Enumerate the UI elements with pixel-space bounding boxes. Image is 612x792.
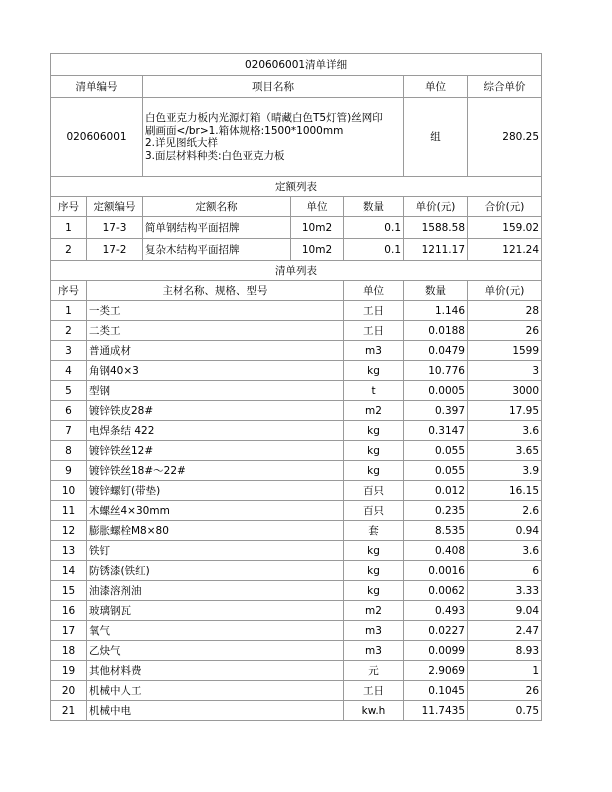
material-qty: 0.0227 [404, 621, 468, 641]
material-unit-price: 8.93 [468, 641, 542, 661]
material-seq: 16 [51, 601, 87, 621]
material-name: 油漆溶剂油 [87, 581, 344, 601]
materials-header-cell: 主材名称、规格、型号 [87, 281, 344, 301]
material-name: 镀锌螺钉(带垫) [87, 481, 344, 501]
material-qty: 0.0016 [404, 561, 468, 581]
quota-row [51, 217, 542, 239]
material-qty: 0.0099 [404, 641, 468, 661]
material-unit: kg [344, 361, 404, 381]
material-row [51, 461, 542, 481]
material-seq: 20 [51, 681, 87, 701]
material-row [51, 301, 542, 321]
materials-section-row [51, 261, 542, 281]
material-qty: 0.235 [404, 501, 468, 521]
quota-name: 复杂木结构平面招牌 [143, 239, 291, 261]
material-unit: m3 [344, 641, 404, 661]
material-unit: kw.h [344, 701, 404, 721]
quota-header-cell: 单价(元) [404, 197, 468, 217]
material-unit: 套 [344, 521, 404, 541]
material-unit: 百只 [344, 501, 404, 521]
material-qty: 0.3147 [404, 421, 468, 441]
material-name: 普通成材 [87, 341, 344, 361]
material-name: 木螺丝4×30mm [87, 501, 344, 521]
material-unit: kg [344, 581, 404, 601]
material-unit: m2 [344, 401, 404, 421]
material-seq: 1 [51, 301, 87, 321]
material-seq: 9 [51, 461, 87, 481]
material-name: 氧气 [87, 621, 344, 641]
material-unit: 工日 [344, 681, 404, 701]
material-name: 铁钉 [87, 541, 344, 561]
material-seq: 17 [51, 621, 87, 641]
material-unit-price: 0.94 [468, 521, 542, 541]
material-row [51, 441, 542, 461]
material-name: 角钢40×3 [87, 361, 344, 381]
quota-unit-price: 1211.17 [404, 239, 468, 261]
material-row [51, 361, 542, 381]
header-price: 综合单价 [468, 76, 542, 98]
quota-code: 17-2 [87, 239, 143, 261]
material-seq: 21 [51, 701, 87, 721]
material-seq: 14 [51, 561, 87, 581]
materials-section-title: 清单列表 [51, 261, 542, 281]
material-unit-price: 3 [468, 361, 542, 381]
header-row [51, 76, 542, 98]
material-qty: 1.146 [404, 301, 468, 321]
material-unit-price: 28 [468, 301, 542, 321]
material-row [51, 661, 542, 681]
header-name: 项目名称 [143, 76, 404, 98]
material-unit: m3 [344, 621, 404, 641]
quota-code: 17-3 [87, 217, 143, 239]
material-seq: 7 [51, 421, 87, 441]
material-row [51, 621, 542, 641]
material-unit-price: 9.04 [468, 601, 542, 621]
material-unit-price: 2.47 [468, 621, 542, 641]
material-unit: kg [344, 421, 404, 441]
material-name: 玻璃钢瓦 [87, 601, 344, 621]
material-qty: 0.0062 [404, 581, 468, 601]
material-row [51, 561, 542, 581]
material-row [51, 601, 542, 621]
materials-header-cell: 单价(元) [468, 281, 542, 301]
material-qty: 0.408 [404, 541, 468, 561]
material-unit-price: 3000 [468, 381, 542, 401]
material-unit-price: 3.6 [468, 421, 542, 441]
material-unit: 元 [344, 661, 404, 681]
material-seq: 12 [51, 521, 87, 541]
quota-total: 159.02 [468, 217, 542, 239]
material-unit-price: 2.6 [468, 501, 542, 521]
material-qty: 0.012 [404, 481, 468, 501]
quota-unit: 10m2 [291, 239, 344, 261]
quota-section-title: 定额列表 [51, 177, 542, 197]
material-unit-price: 6 [468, 561, 542, 581]
material-name: 防锈漆(铁红) [87, 561, 344, 581]
material-qty: 0.0479 [404, 341, 468, 361]
material-seq: 8 [51, 441, 87, 461]
title-row [51, 54, 542, 76]
item-unit: 组 [404, 98, 468, 177]
material-name: 一类工 [87, 301, 344, 321]
material-qty: 2.9069 [404, 661, 468, 681]
materials-header-cell: 序号 [51, 281, 87, 301]
material-unit: m3 [344, 341, 404, 361]
material-seq: 6 [51, 401, 87, 421]
material-unit: m2 [344, 601, 404, 621]
material-row [51, 581, 542, 601]
material-seq: 10 [51, 481, 87, 501]
material-unit-price: 3.33 [468, 581, 542, 601]
material-seq: 15 [51, 581, 87, 601]
item-row [51, 98, 542, 177]
material-row [51, 681, 542, 701]
material-unit: 百只 [344, 481, 404, 501]
material-unit: kg [344, 441, 404, 461]
material-seq: 19 [51, 661, 87, 681]
quota-header-row [51, 197, 542, 217]
quota-unit-price: 1588.58 [404, 217, 468, 239]
materials-header-cell: 数量 [404, 281, 468, 301]
material-qty: 0.0188 [404, 321, 468, 341]
quota-header-cell: 数量 [344, 197, 404, 217]
material-seq: 13 [51, 541, 87, 561]
bill-detail-table [50, 53, 542, 721]
quota-section-row [51, 177, 542, 197]
material-row [51, 481, 542, 501]
material-unit-price: 3.9 [468, 461, 542, 481]
material-name: 电焊条结 422 [87, 421, 344, 441]
material-qty: 11.7435 [404, 701, 468, 721]
material-unit: kg [344, 461, 404, 481]
material-row [51, 381, 542, 401]
material-unit: 工日 [344, 301, 404, 321]
material-row [51, 341, 542, 361]
material-name: 膨胀螺栓M8×80 [87, 521, 344, 541]
materials-header-row [51, 281, 542, 301]
quota-name: 简单钢结构平面招牌 [143, 217, 291, 239]
quota-seq: 1 [51, 217, 87, 239]
material-row [51, 501, 542, 521]
material-unit: t [344, 381, 404, 401]
quota-header-cell: 定额编号 [87, 197, 143, 217]
material-qty: 0.055 [404, 441, 468, 461]
material-qty: 0.493 [404, 601, 468, 621]
quota-header-cell: 合价(元) [468, 197, 542, 217]
material-row [51, 641, 542, 661]
material-seq: 2 [51, 321, 87, 341]
material-seq: 3 [51, 341, 87, 361]
quota-seq: 2 [51, 239, 87, 261]
material-row [51, 321, 542, 341]
materials-header-cell: 单位 [344, 281, 404, 301]
quota-qty: 0.1 [344, 217, 404, 239]
item-desc-line: 2.详见图纸大样 [145, 137, 219, 149]
material-unit: kg [344, 541, 404, 561]
material-row [51, 701, 542, 721]
material-unit-price: 16.15 [468, 481, 542, 501]
material-name: 镀锌铁丝12# [87, 441, 344, 461]
item-code: 020606001 [51, 98, 143, 177]
quota-unit: 10m2 [291, 217, 344, 239]
material-qty: 10.776 [404, 361, 468, 381]
item-desc-line: 3.面层材料种类:白色亚克力板 [145, 149, 285, 162]
material-name: 乙炔气 [87, 641, 344, 661]
material-row [51, 541, 542, 561]
material-row [51, 421, 542, 441]
material-seq: 11 [51, 501, 87, 521]
material-qty: 0.1045 [404, 681, 468, 701]
header-unit: 单位 [404, 76, 468, 98]
material-name: 二类工 [87, 321, 344, 341]
quota-header-cell: 单位 [291, 197, 344, 217]
item-description [143, 98, 404, 177]
quota-header-cell: 序号 [51, 197, 87, 217]
material-unit-price: 0.75 [468, 701, 542, 721]
material-unit-price: 3.65 [468, 441, 542, 461]
material-name: 镀锌铁皮28# [87, 401, 344, 421]
quota-total: 121.24 [468, 239, 542, 261]
quota-row [51, 239, 542, 261]
material-name: 型钢 [87, 381, 344, 401]
material-qty: 0.055 [404, 461, 468, 481]
material-unit-price: 26 [468, 681, 542, 701]
material-qty: 8.535 [404, 521, 468, 541]
material-unit-price: 1599 [468, 341, 542, 361]
material-row [51, 401, 542, 421]
material-name: 机械中人工 [87, 681, 344, 701]
item-desc-line: 刷画面</br>1.箱体规格:1500*1000mm [145, 124, 344, 137]
material-unit-price: 1 [468, 661, 542, 681]
material-name: 机械中电 [87, 701, 344, 721]
quota-header-cell: 定额名称 [143, 197, 291, 217]
item-desc-line: 白色亚克力板内光源灯箱（晴藏白色T5灯管)丝网印 [145, 112, 383, 124]
quota-qty: 0.1 [344, 239, 404, 261]
material-unit-price: 17.95 [468, 401, 542, 421]
item-price: 280.25 [468, 98, 542, 177]
header-code: 清单编号 [51, 76, 143, 98]
material-unit-price: 3.6 [468, 541, 542, 561]
material-name: 其他材料费 [87, 661, 344, 681]
material-unit: 工日 [344, 321, 404, 341]
material-seq: 18 [51, 641, 87, 661]
material-name: 镀锌铁丝18#～22# [87, 461, 344, 481]
material-row [51, 521, 542, 541]
material-seq: 5 [51, 381, 87, 401]
table-title: 020606001清单详细 [51, 54, 542, 76]
material-seq: 4 [51, 361, 87, 381]
material-qty: 0.397 [404, 401, 468, 421]
material-unit: kg [344, 561, 404, 581]
material-qty: 0.0005 [404, 381, 468, 401]
material-unit-price: 26 [468, 321, 542, 341]
